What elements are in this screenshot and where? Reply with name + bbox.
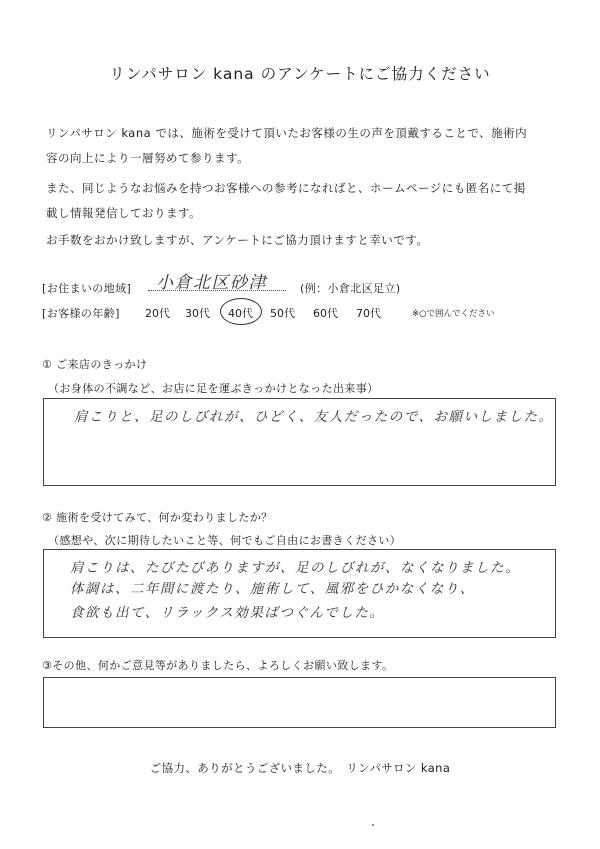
scan-speck [372,824,374,826]
thank-you-footer: ご協力、ありがとうございました。 リンパサロン kana [149,761,451,775]
q2-answer-line-2: 体調は、二年間に渡たり、施術して、風邪をひかなくなり、 [70,581,475,597]
age-option-30[interactable]: 30代 [185,307,210,320]
q1-subheading: （お身体の不調など、お店に足を運ぶきっかけとなった出来事） [48,382,379,395]
q2-answer-line-1: 肩こりは、たびたびありますが、足のしびれが、なくなりました。 [70,560,520,576]
q1-answer-line-1: 肩こりと、足のしびれが、ひどく、友人だったので、お願いしました。 [74,409,554,425]
survey-title: リンパサロン kana のアンケートにご協力ください [109,65,491,83]
age-option-60[interactable]: 60代 [313,307,338,320]
age-option-50[interactable]: 50代 [270,307,295,320]
age-option-20[interactable]: 20代 [145,307,170,320]
address-underline [148,290,286,291]
address-label: [お住まいの地域] [42,282,132,295]
intro-line-5: お手数をおかけ致しますが、アンケートにご協力頂けますと幸いです。 [46,233,429,247]
intro-line-3: また、同じようなお悩みを持つお客様への参考になればと、ホームページにも匿名にて掲 [46,181,526,195]
q3-answer-box[interactable] [43,677,556,728]
q1-answer-box[interactable] [43,398,556,486]
address-value[interactable]: 小倉北区砂津 [156,273,267,293]
age-note: ※○で囲んでください [412,309,495,319]
age-option-70[interactable]: 70代 [356,307,381,320]
q3-heading: ③その他、何かご意見等がありましたら、よろしくお願い致します。 [42,659,394,672]
age-option-40[interactable]: 40代 [228,307,253,320]
intro-line-2: 容の向上により一層努めて参ります。 [46,151,250,165]
q1-heading: ① ご来店のきっかけ [42,358,148,371]
q2-heading: ② 施術を受けてみて、何か変わりましたか？ [42,511,273,524]
age-label: [お客様の年齢] [42,307,120,320]
intro-line-4: 載し情報発信しております。 [46,206,202,220]
q2-answer-box[interactable] [43,549,556,638]
address-example: (例：小倉北区足立) [300,282,401,295]
age-selected-circle [220,298,262,325]
q2-subheading: （感想や、次に期待したいこと等、何でもご自由にお書きください） [48,534,402,547]
intro-line-1: リンパサロン kana では、施術を受けて頂いたお客様の生の声を頂戴することで、施術内 [46,126,528,140]
q2-answer-line-3: 食欲も出て、リラックス効果ばつぐんでした。 [70,605,385,621]
